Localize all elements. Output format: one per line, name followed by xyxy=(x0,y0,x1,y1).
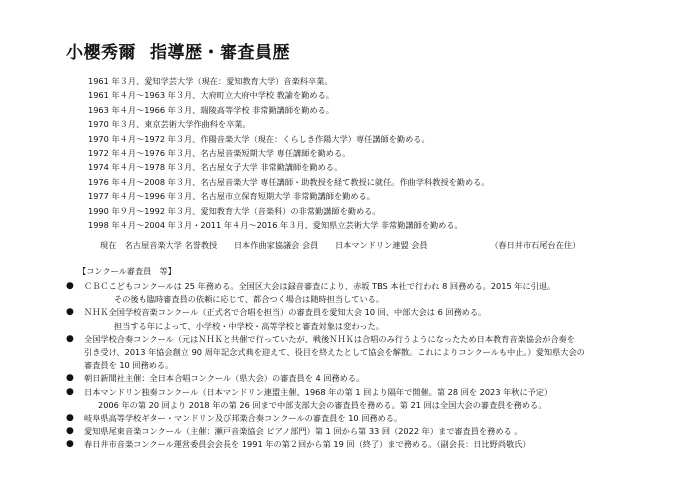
history-item: 1961 年３月、愛知学芸大学（現在：愛知教育大学）音楽科卒業。 xyxy=(88,76,333,86)
concours-item-line: ＮＨＫ全国学校音楽コンクール（正式名で合唱を担当）の審査員を愛知大会 10 回、中部大会は 6 回務める。 xyxy=(84,307,487,318)
history-item: 1990 年９月～1992 年３月、愛知教育大学（音楽科）の非常勤講師を勤める。 xyxy=(88,205,381,216)
history-item: 1976 年４月～2008 年３月、名古屋音楽大学 専任講師・助教授を経て教授に就任。作曲学科教授を勤める。 xyxy=(88,176,490,187)
concours-heading: 【コンクール審査員 等】 xyxy=(78,266,176,276)
career-history-list xyxy=(88,74,490,232)
history-item: 1977 年４月～1996 年３月、名古屋市立保育短期大学 非常勤講師を勤める。 xyxy=(88,191,375,202)
history-item: 1961 年４月～1963 年３月、大府町立大府中学校 教諭を勤める。 xyxy=(88,90,334,101)
title-name: 小櫻秀爾 xyxy=(66,43,136,63)
title-subtitle: 指導歴・審査員歴 xyxy=(150,43,290,63)
bullet-icon: ● xyxy=(66,333,74,344)
concours-item xyxy=(66,306,666,332)
concours-item-line: 審査員を 10 回務める。 xyxy=(84,360,174,371)
bullet-icon: ● xyxy=(66,386,74,397)
history-item: 1970 年３月、東京芸術大学作曲科を卒業。 xyxy=(88,119,251,130)
concours-item xyxy=(66,386,666,412)
history-item: 1970 年４月～1972 年３月、作陽音楽大学（現在：くらしき作陽大学）専任講師を勤める。 xyxy=(88,133,430,144)
concours-item-line: ＣＢＣこどもコンクールは 25 年務める。全国区大会は録音審査により、赤坂 TBS 本社で行われ 8 回務める。2015 年に引退。 xyxy=(84,281,556,291)
concours-judge-list xyxy=(66,280,666,452)
concours-item xyxy=(66,425,666,438)
association-mandolin: 日本マンドリン連盟 会員 xyxy=(334,240,428,250)
residence-note: （春日井市石尾台在住） xyxy=(490,240,581,250)
concours-item-line: 全国学校合奏コンクール（元はＮＨＫと共催で行っていたが、戦後ＮＨＫは合唱のみ行うようになったため日本教育音楽協会が合奏を xyxy=(84,333,575,344)
concours-item-line: 愛知県尾東音楽コンクール（主催：瀬戸音楽協会 ピアノ部門）第 1 回から第 33 回（2022 年）まで審査員を務める 。 xyxy=(84,426,523,437)
history-item: 1998 年４月～2004 年３月・2011 年４月～2016 年３月、愛知県立芸術大学 非常勤講師を勤める。 xyxy=(88,220,463,231)
association-composers: 日本作曲家協議会 会員 xyxy=(233,240,319,250)
concours-item-line: 日本マンドリン独奏コンクール（日本マンドリン連盟主催、1968 年の第 1 回より隔年で開催。第 28 回を 2023 年秋に予定） xyxy=(84,386,553,397)
bullet-icon: ● xyxy=(66,426,74,437)
page-title xyxy=(66,38,290,63)
concours-item-line: 引き受け、2013 年協会創立 90 周年記念式典を迎えて、役目を終えたとして協会を解散。これによりコンクールも中止。）愛知県大会の xyxy=(84,347,585,358)
concours-item-line: その後も臨時審査員の依頼に応じて、都合つく場合は随時担当している。 xyxy=(114,294,385,305)
current-position-line xyxy=(100,240,580,251)
history-item: 1972 年４月～1976 年３月、名古屋音楽短期大学 専任講師を勤める。 xyxy=(88,148,351,159)
bullet-icon: ● xyxy=(66,307,74,318)
concours-item-line: 2006 年の第 20 回より 2018 年の第 26 回まで中部支部大会の審査員を務める。第 21 回は全国大会の審査員を務める。 xyxy=(98,399,547,410)
bullet-icon: ● xyxy=(66,281,74,291)
concours-item xyxy=(66,280,666,306)
concours-item xyxy=(66,372,666,385)
bullet-icon: ● xyxy=(66,413,74,424)
concours-item-line: 春日井市音楽コンクール運営委員会会長を 1991 年の第２回から第 19 回（終了）まで務める。（副会長：日比野尚敬氏） xyxy=(84,439,531,450)
bullet-icon: ● xyxy=(66,373,74,384)
concours-item-line: 朝日新聞社主催：全日本合唱コンクール（県大会）の審査員を 4 回務める。 xyxy=(84,373,365,384)
concours-item-line: 担当する年によって、小学校・中学校・高等学校と審査対象は変わった。 xyxy=(114,320,384,331)
concours-item xyxy=(66,333,666,373)
current-position: 現在 名古屋音楽大学 名誉教授 xyxy=(100,240,218,250)
concours-item-line: 岐阜県高等学校ギター・マンドリン及び邦楽合奏コンクールの審査員を 10 回務める。 xyxy=(84,413,403,424)
bullet-icon: ● xyxy=(66,439,74,450)
concours-item xyxy=(66,438,666,451)
concours-item xyxy=(66,412,666,425)
history-item: 1963 年４月～1966 年３月、瑞陵高等学校 非常勤講師を勤める。 xyxy=(88,104,334,115)
history-item: 1974 年４月～1978 年３月、名古屋女子大学 非常勤講師を勤める。 xyxy=(88,162,343,173)
